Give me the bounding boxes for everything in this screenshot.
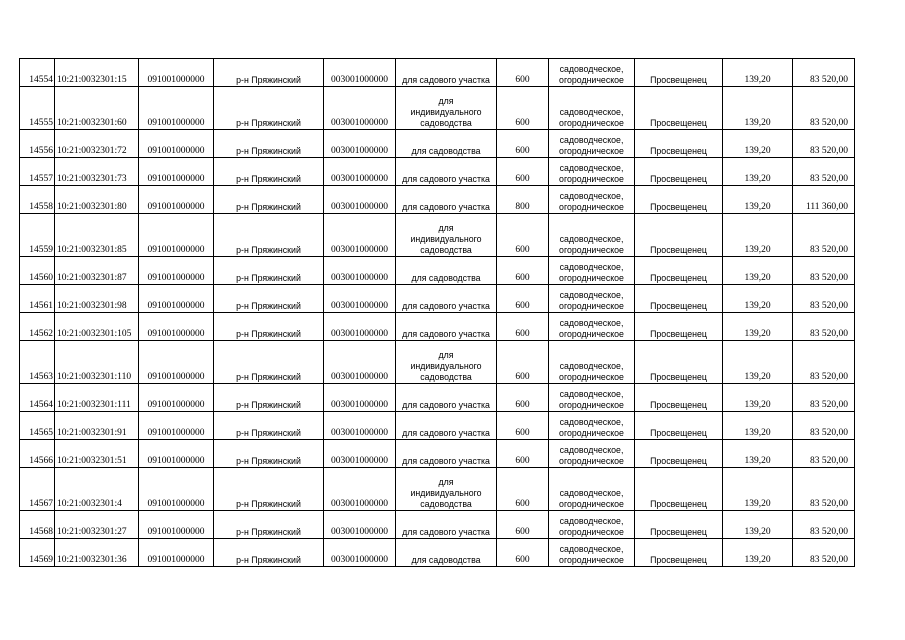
cadastral-value-cell: 83 520,00: [793, 130, 855, 158]
row-number-cell: 14565: [20, 412, 55, 440]
permitted-use-cell-line: для садового участка: [402, 400, 490, 410]
cadastral-value-cell: 83 520,00: [793, 341, 855, 384]
table-row: [20, 59, 855, 87]
cadastral-value-cell: 83 520,00: [793, 440, 855, 468]
settlement-cell: Просвещенец: [635, 341, 723, 384]
permitted-use-cell: [396, 214, 497, 257]
row-number-cell: 14561: [20, 285, 55, 313]
cadastral-number-cell: 10:21:0032301:36: [55, 539, 139, 567]
settlement-cell: Просвещенец: [635, 214, 723, 257]
table-row: [20, 384, 855, 412]
land-use-group-cell-line: садоводческое,: [559, 234, 624, 244]
cadastral-value-cell: 83 520,00: [793, 214, 855, 257]
permitted-use-cell: [396, 186, 497, 214]
land-use-group-cell: [549, 257, 635, 285]
cadastral-value-cell: 83 520,00: [793, 468, 855, 511]
row-number-cell: 14556: [20, 130, 55, 158]
land-use-group-cell-line: огородническое: [559, 174, 624, 184]
specific-value-cell: 139,20: [723, 214, 793, 257]
row-number-cell: 14558: [20, 186, 55, 214]
oktmo-code-cell: 091001000000: [139, 214, 214, 257]
permitted-use-cell: [396, 412, 497, 440]
land-use-group-cell: [549, 384, 635, 412]
land-use-group-cell: [549, 87, 635, 130]
oktmo-code-cell: 091001000000: [139, 186, 214, 214]
oktmo-code-cell: 091001000000: [139, 313, 214, 341]
settlement-cell: Просвещенец: [635, 468, 723, 511]
district-cell: р-н Пряжинский: [214, 186, 324, 214]
land-use-group-cell: [549, 186, 635, 214]
row-number-cell: 14559: [20, 214, 55, 257]
land-use-group-cell: [549, 440, 635, 468]
specific-value-cell: 139,20: [723, 440, 793, 468]
area-cell: 600: [497, 313, 549, 341]
area-cell: 600: [497, 341, 549, 384]
land-use-group-cell-line: садоводческое,: [559, 445, 624, 455]
district-cell: р-н Пряжинский: [214, 511, 324, 539]
land-use-group-cell-line: садоводческое,: [559, 544, 624, 554]
land-use-group-cell-line: огородническое: [559, 273, 624, 283]
permitted-use-cell-line: садоводства: [420, 372, 472, 382]
cadastral-number-cell: 10:21:0032301:72: [55, 130, 139, 158]
land-use-group-cell-line: огородническое: [559, 372, 624, 382]
specific-value-cell: 139,20: [723, 186, 793, 214]
table-row: [20, 158, 855, 186]
permitted-use-cell: [396, 468, 497, 511]
table-row: [20, 511, 855, 539]
specific-value-cell: 139,20: [723, 313, 793, 341]
permitted-use-cell: [396, 384, 497, 412]
okato-code-cell: 003001000000: [324, 313, 396, 341]
permitted-use-cell-line: для садового участка: [402, 456, 490, 466]
okato-code-cell: 003001000000: [324, 440, 396, 468]
district-cell: р-н Пряжинский: [214, 539, 324, 567]
settlement-cell: Просвещенец: [635, 59, 723, 87]
district-cell: р-н Пряжинский: [214, 313, 324, 341]
specific-value-cell: 139,20: [723, 511, 793, 539]
permitted-use-cell-line: для садового участка: [402, 428, 490, 438]
land-use-group-cell-line: огородническое: [559, 555, 624, 565]
table-row: [20, 468, 855, 511]
cadastral-value-cell: 83 520,00: [793, 384, 855, 412]
row-number-cell: 14555: [20, 87, 55, 130]
table-row: [20, 313, 855, 341]
permitted-use-cell: [396, 511, 497, 539]
oktmo-code-cell: 091001000000: [139, 511, 214, 539]
district-cell: р-н Пряжинский: [214, 257, 324, 285]
area-cell: 600: [497, 539, 549, 567]
okato-code-cell: 003001000000: [324, 468, 396, 511]
okato-code-cell: 003001000000: [324, 257, 396, 285]
cadastral-number-cell: 10:21:0032301:111: [55, 384, 139, 412]
settlement-cell: Просвещенец: [635, 412, 723, 440]
table-row: [20, 130, 855, 158]
specific-value-cell: 139,20: [723, 539, 793, 567]
permitted-use-cell-line: для садового участка: [402, 75, 490, 85]
okato-code-cell: 003001000000: [324, 59, 396, 87]
oktmo-code-cell: 091001000000: [139, 285, 214, 313]
district-cell: р-н Пряжинский: [214, 412, 324, 440]
permitted-use-cell-line: для: [438, 477, 454, 487]
land-use-group-cell-line: садоводческое,: [559, 516, 624, 526]
area-cell: 600: [497, 214, 549, 257]
land-use-group-cell-line: огородническое: [559, 202, 624, 212]
table-row: [20, 440, 855, 468]
oktmo-code-cell: 091001000000: [139, 59, 214, 87]
cadastral-number-cell: 10:21:0032301:80: [55, 186, 139, 214]
area-cell: 600: [497, 158, 549, 186]
cadastral-number-cell: 10:21:0032301:27: [55, 511, 139, 539]
district-cell: р-н Пряжинский: [214, 285, 324, 313]
area-cell: 600: [497, 412, 549, 440]
district-cell: р-н Пряжинский: [214, 87, 324, 130]
cadastral-number-cell: 10:21:0032301:110: [55, 341, 139, 384]
permitted-use-cell-line: для садового участка: [402, 301, 490, 311]
cadastral-value-cell: 83 520,00: [793, 87, 855, 130]
area-cell: 600: [497, 257, 549, 285]
cadastral-value-cell: 83 520,00: [793, 313, 855, 341]
land-use-group-cell: [549, 511, 635, 539]
cadastral-value-cell: 83 520,00: [793, 511, 855, 539]
specific-value-cell: 139,20: [723, 130, 793, 158]
permitted-use-cell-line: садоводства: [420, 245, 472, 255]
land-use-group-cell: [549, 285, 635, 313]
table-row: [20, 257, 855, 285]
permitted-use-cell: [396, 158, 497, 186]
okato-code-cell: 003001000000: [324, 384, 396, 412]
cadastral-value-cell: 83 520,00: [793, 412, 855, 440]
row-number-cell: 14567: [20, 468, 55, 511]
permitted-use-cell-line: индивидуального: [410, 234, 482, 244]
district-cell: р-н Пряжинский: [214, 158, 324, 186]
cadastral-number-cell: 10:21:0032301:15: [55, 59, 139, 87]
settlement-cell: Просвещенец: [635, 539, 723, 567]
settlement-cell: Просвещенец: [635, 285, 723, 313]
row-number-cell: 14563: [20, 341, 55, 384]
cadastral-value-cell: 83 520,00: [793, 158, 855, 186]
oktmo-code-cell: 091001000000: [139, 468, 214, 511]
district-cell: р-н Пряжинский: [214, 468, 324, 511]
land-use-group-cell-line: огородническое: [559, 527, 624, 537]
land-use-group-cell: [549, 130, 635, 158]
permitted-use-cell-line: садоводства: [420, 118, 472, 128]
cadastral-number-cell: 10:21:0032301:87: [55, 257, 139, 285]
land-use-group-cell-line: садоводческое,: [559, 107, 624, 117]
permitted-use-cell: [396, 87, 497, 130]
permitted-use-cell-line: для садового участка: [402, 329, 490, 339]
table-row: [20, 285, 855, 313]
oktmo-code-cell: 091001000000: [139, 341, 214, 384]
table-row: [20, 341, 855, 384]
land-use-group-cell-line: огородническое: [559, 428, 624, 438]
settlement-cell: Просвещенец: [635, 257, 723, 285]
okato-code-cell: 003001000000: [324, 511, 396, 539]
oktmo-code-cell: 091001000000: [139, 158, 214, 186]
oktmo-code-cell: 091001000000: [139, 257, 214, 285]
district-cell: р-н Пряжинский: [214, 59, 324, 87]
settlement-cell: Просвещенец: [635, 130, 723, 158]
cadastral-value-cell: 83 520,00: [793, 539, 855, 567]
area-cell: 800: [497, 186, 549, 214]
district-cell: р-н Пряжинский: [214, 214, 324, 257]
okato-code-cell: 003001000000: [324, 412, 396, 440]
land-use-group-cell-line: огородническое: [559, 146, 624, 156]
land-use-group-cell: [549, 539, 635, 567]
land-use-group-cell-line: садоводческое,: [559, 191, 624, 201]
table-body: [20, 59, 855, 567]
land-use-group-cell-line: садоводческое,: [559, 163, 624, 173]
row-number-cell: 14554: [20, 59, 55, 87]
land-use-group-cell: [549, 214, 635, 257]
settlement-cell: Просвещенец: [635, 313, 723, 341]
permitted-use-cell-line: для садового участка: [402, 202, 490, 212]
land-use-group-cell-line: огородническое: [559, 118, 624, 128]
land-use-group-cell-line: садоводческое,: [559, 318, 624, 328]
cadastral-number-cell: 10:21:0032301:91: [55, 412, 139, 440]
okato-code-cell: 003001000000: [324, 341, 396, 384]
cadastral-number-cell: 10:21:0032301:60: [55, 87, 139, 130]
okato-code-cell: 003001000000: [324, 158, 396, 186]
oktmo-code-cell: 091001000000: [139, 412, 214, 440]
land-use-group-cell-line: садоводческое,: [559, 64, 624, 74]
cadastral-value-cell: 83 520,00: [793, 257, 855, 285]
cadastral-number-cell: 10:21:0032301:4: [55, 468, 139, 511]
settlement-cell: Просвещенец: [635, 511, 723, 539]
cadastral-value-cell: 83 520,00: [793, 285, 855, 313]
permitted-use-cell-line: индивидуального: [410, 361, 482, 371]
oktmo-code-cell: 091001000000: [139, 384, 214, 412]
land-use-group-cell-line: садоводческое,: [559, 488, 624, 498]
land-use-group-cell-line: садоводческое,: [559, 290, 624, 300]
permitted-use-cell: [396, 440, 497, 468]
cadastral-number-cell: 10:21:0032301:85: [55, 214, 139, 257]
specific-value-cell: 139,20: [723, 158, 793, 186]
land-use-group-cell-line: садоводческое,: [559, 361, 624, 371]
district-cell: р-н Пряжинский: [214, 341, 324, 384]
specific-value-cell: 139,20: [723, 257, 793, 285]
area-cell: 600: [497, 59, 549, 87]
settlement-cell: Просвещенец: [635, 186, 723, 214]
specific-value-cell: 139,20: [723, 285, 793, 313]
permitted-use-cell: [396, 313, 497, 341]
specific-value-cell: 139,20: [723, 412, 793, 440]
row-number-cell: 14564: [20, 384, 55, 412]
table-row: [20, 412, 855, 440]
permitted-use-cell-line: для садоводства: [411, 555, 481, 565]
land-use-group-cell: [549, 313, 635, 341]
land-use-group-cell-line: огородническое: [559, 456, 624, 466]
district-cell: р-н Пряжинский: [214, 130, 324, 158]
permitted-use-cell-line: для садового участка: [402, 174, 490, 184]
cadastral-number-cell: 10:21:0032301:73: [55, 158, 139, 186]
table-row: [20, 186, 855, 214]
specific-value-cell: 139,20: [723, 384, 793, 412]
table-row: [20, 214, 855, 257]
row-number-cell: 14557: [20, 158, 55, 186]
specific-value-cell: 139,20: [723, 87, 793, 130]
land-use-group-cell: [549, 412, 635, 440]
settlement-cell: Просвещенец: [635, 384, 723, 412]
land-use-group-cell: [549, 341, 635, 384]
row-number-cell: 14562: [20, 313, 55, 341]
okato-code-cell: 003001000000: [324, 87, 396, 130]
row-number-cell: 14569: [20, 539, 55, 567]
land-use-group-cell-line: садоводческое,: [559, 135, 624, 145]
land-use-group-cell: [549, 59, 635, 87]
okato-code-cell: 003001000000: [324, 130, 396, 158]
specific-value-cell: 139,20: [723, 341, 793, 384]
area-cell: 600: [497, 87, 549, 130]
cadastral-value-cell: 111 360,00: [793, 186, 855, 214]
cadastral-number-cell: 10:21:0032301:98: [55, 285, 139, 313]
permitted-use-cell-line: для садоводства: [411, 273, 481, 283]
okato-code-cell: 003001000000: [324, 285, 396, 313]
district-cell: р-н Пряжинский: [214, 440, 324, 468]
permitted-use-cell: [396, 130, 497, 158]
row-number-cell: 14568: [20, 511, 55, 539]
okato-code-cell: 003001000000: [324, 539, 396, 567]
land-use-group-cell: [549, 468, 635, 511]
oktmo-code-cell: 091001000000: [139, 87, 214, 130]
land-use-group-cell-line: огородническое: [559, 400, 624, 410]
land-use-group-cell-line: садоводческое,: [559, 262, 624, 272]
cadastral-number-cell: 10:21:0032301:105: [55, 313, 139, 341]
area-cell: 600: [497, 468, 549, 511]
permitted-use-cell: [396, 257, 497, 285]
oktmo-code-cell: 091001000000: [139, 539, 214, 567]
specific-value-cell: 139,20: [723, 59, 793, 87]
area-cell: 600: [497, 440, 549, 468]
land-use-group-cell: [549, 158, 635, 186]
settlement-cell: Просвещенец: [635, 440, 723, 468]
district-cell: р-н Пряжинский: [214, 384, 324, 412]
land-use-group-cell-line: огородническое: [559, 329, 624, 339]
area-cell: 600: [497, 384, 549, 412]
row-number-cell: 14566: [20, 440, 55, 468]
land-use-group-cell-line: садоводческое,: [559, 417, 624, 427]
okato-code-cell: 003001000000: [324, 214, 396, 257]
oktmo-code-cell: 091001000000: [139, 130, 214, 158]
permitted-use-cell: [396, 285, 497, 313]
land-use-group-cell-line: садоводческое,: [559, 389, 624, 399]
area-cell: 600: [497, 285, 549, 313]
table-row: [20, 539, 855, 567]
oktmo-code-cell: 091001000000: [139, 440, 214, 468]
settlement-cell: Просвещенец: [635, 158, 723, 186]
cadastral-value-cell: 83 520,00: [793, 59, 855, 87]
cadastral-number-cell: 10:21:0032301:51: [55, 440, 139, 468]
land-use-group-cell-line: огородническое: [559, 245, 624, 255]
specific-value-cell: 139,20: [723, 468, 793, 511]
land-use-group-cell-line: огородническое: [559, 301, 624, 311]
permitted-use-cell: [396, 539, 497, 567]
permitted-use-cell-line: для садоводства: [411, 146, 481, 156]
permitted-use-cell: [396, 59, 497, 87]
table-row: [20, 87, 855, 130]
area-cell: 600: [497, 130, 549, 158]
permitted-use-cell-line: для: [438, 223, 454, 233]
row-number-cell: 14560: [20, 257, 55, 285]
okato-code-cell: 003001000000: [324, 186, 396, 214]
land-use-group-cell-line: огородническое: [559, 75, 624, 85]
settlement-cell: Просвещенец: [635, 87, 723, 130]
land-plots-table: [19, 58, 855, 567]
permitted-use-cell-line: садоводства: [420, 499, 472, 509]
permitted-use-cell: [396, 341, 497, 384]
land-use-group-cell-line: огородническое: [559, 499, 624, 509]
area-cell: 600: [497, 511, 549, 539]
permitted-use-cell-line: индивидуального: [410, 107, 482, 117]
permitted-use-cell-line: для садового участка: [402, 527, 490, 537]
permitted-use-cell-line: для: [438, 350, 454, 360]
permitted-use-cell-line: для: [438, 96, 454, 106]
permitted-use-cell-line: индивидуального: [410, 488, 482, 498]
